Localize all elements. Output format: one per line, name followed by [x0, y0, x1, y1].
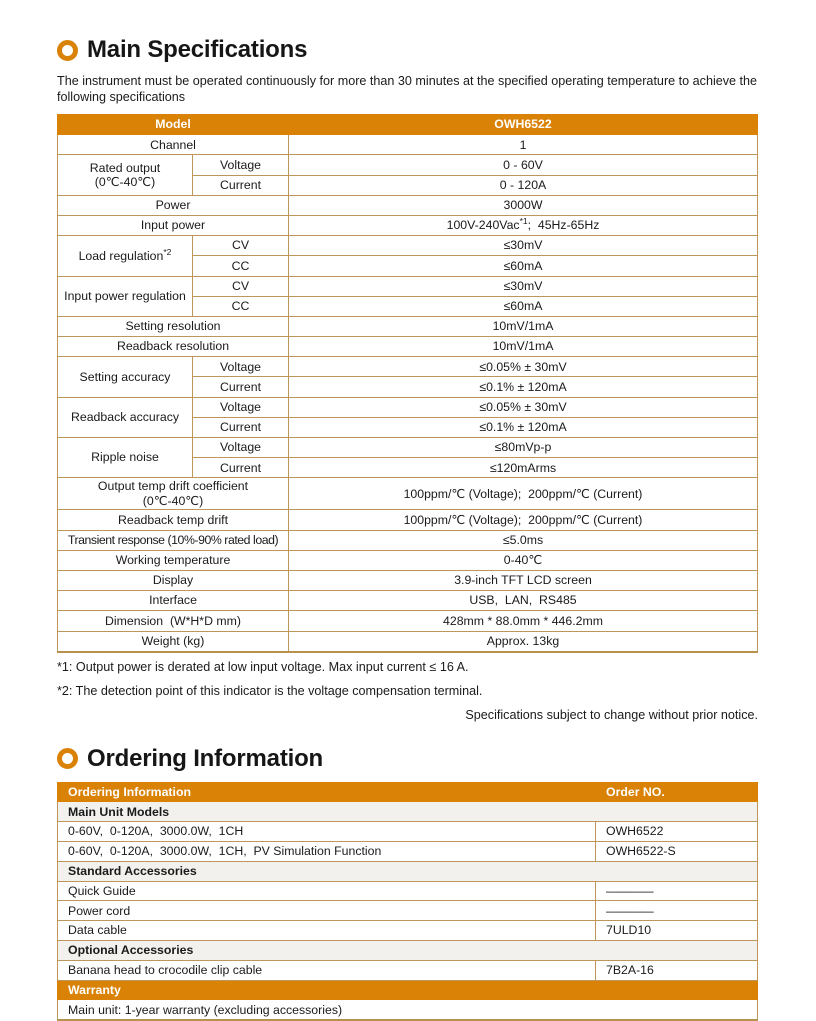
- interface-label-cell: Interface: [58, 591, 289, 611]
- load-regulation-cc-label-cell: CC: [193, 256, 289, 276]
- data-cable-orderno-cell: 7ULD10: [596, 921, 758, 941]
- quick-guide-desc-cell: Quick Guide: [58, 881, 596, 901]
- power-cord-desc-cell: Power cord: [58, 901, 596, 921]
- input-power-regulation-cc-value-cell: ≤60mA: [289, 296, 758, 316]
- spec-row-setting-accuracy-voltage: [58, 357, 758, 377]
- load-regulation-cc-value-cell: ≤60mA: [289, 256, 758, 276]
- owh6522-orderno-cell: OWH6522: [596, 822, 758, 842]
- ripple-noise-current-value-cell: ≤120mArms: [289, 458, 758, 478]
- channel-value-cell: 1: [289, 135, 758, 155]
- display-value-cell: 3.9-inch TFT LCD screen: [289, 570, 758, 590]
- spec-row-transient-response: [58, 530, 758, 550]
- spec-header-value-cell: OWH6522: [289, 115, 758, 135]
- ripple-noise-label-cell: Ripple noise: [58, 438, 193, 478]
- input-power-regulation-cv-value-cell: ≤30mV: [289, 276, 758, 296]
- no-order-number-dash: ————: [606, 903, 654, 918]
- main-unit-models-subheader-row: [58, 802, 758, 822]
- ordering-information-table: [57, 782, 758, 1021]
- transient-response-label: Transient response (10%-90% rated load): [67, 532, 279, 547]
- warranty-header-cell: Warranty: [58, 980, 758, 1000]
- spec-row-readback-temp-drift: [58, 510, 758, 530]
- output-temp-drift-label-cell: [58, 478, 289, 510]
- ripple-noise-voltage-label-cell: Voltage: [193, 438, 289, 458]
- dimension-value-cell: 428mm * 88.0mm * 446.2mm: [289, 611, 758, 631]
- display-label-cell: Display: [58, 570, 289, 590]
- input-power-regulation-label-cell: Input power regulation: [58, 276, 193, 316]
- spec-row-interface: [58, 591, 758, 611]
- readback-resolution-value-cell: 10mV/1mA: [289, 337, 758, 357]
- setting-accuracy-current-label-cell: Current: [193, 377, 289, 397]
- rated-output-current-label-cell: Current: [193, 175, 289, 195]
- ordering-row-quick-guide: [58, 881, 758, 901]
- main-specifications-title: Main Specifications: [87, 36, 308, 63]
- readback-accuracy-voltage-value-cell: ≤0.05% ± 30mV: [289, 397, 758, 417]
- warranty-text-row: [58, 1000, 758, 1020]
- input-power-regulation-cc-label-cell: CC: [193, 296, 289, 316]
- interface-value-cell: USB, LAN, RS485: [289, 591, 758, 611]
- rated-output-label-line2: (0℃-40℃): [94, 175, 156, 190]
- spec-row-setting-resolution: [58, 316, 758, 336]
- input-power-value-footnote-ref: *1: [519, 216, 528, 227]
- spec-row-channel: [58, 135, 758, 155]
- warranty-text-cell: Main unit: 1-year warranty (excluding accessories): [58, 1000, 758, 1020]
- channel-label-cell: Channel: [58, 135, 289, 155]
- setting-accuracy-voltage-value-cell: ≤0.05% ± 30mV: [289, 357, 758, 377]
- spec-row-ripple-noise-voltage: [58, 438, 758, 458]
- output-temp-drift-value-cell: 100ppm/℃ (Voltage); 200ppm/℃ (Current): [289, 478, 758, 510]
- footnote-1: *1: Output power is derated at low input voltage. Max input current ≤ 16 A.: [57, 659, 469, 674]
- spec-row-input-power-regulation-cv: [58, 276, 758, 296]
- ripple-noise-current-label-cell: Current: [193, 458, 289, 478]
- ordering-row-data-cable: [58, 921, 758, 941]
- transient-response-label-cell: [58, 530, 289, 550]
- working-temperature-value-cell: 0-40℃: [289, 550, 758, 570]
- spec-row-readback-accuracy-voltage: [58, 397, 758, 417]
- setting-resolution-value-cell: 10mV/1mA: [289, 316, 758, 336]
- input-power-label-cell: Input power: [58, 215, 289, 235]
- load-regulation-cv-value-cell: ≤30mV: [289, 236, 758, 256]
- standard-accessories-subheader-cell: Standard Accessories: [58, 861, 758, 881]
- setting-accuracy-voltage-label-cell: Voltage: [193, 357, 289, 377]
- ordering-col2-header-cell: Order NO.: [596, 782, 758, 802]
- setting-accuracy-label-cell: Setting accuracy: [58, 357, 193, 397]
- spec-row-input-power: [58, 215, 758, 235]
- spec-row-readback-resolution: [58, 337, 758, 357]
- setting-resolution-label-cell: Setting resolution: [58, 316, 289, 336]
- spec-row-load-regulation-cv: [58, 236, 758, 256]
- power-label-cell: Power: [58, 195, 289, 215]
- transient-response-value-cell: ≤5.0ms: [289, 530, 758, 550]
- spec-row-dimension: [58, 611, 758, 631]
- section-bullet-icon: [57, 748, 78, 769]
- change-notice: Specifications subject to change without prior notice.: [465, 707, 758, 722]
- rated-output-current-value-cell: 0 - 120A: [289, 175, 758, 195]
- footnote-2: *2: The detection point of this indicator is the voltage compensation terminal.: [57, 683, 483, 698]
- optional-accessories-subheader-cell: Optional Accessories: [58, 941, 758, 961]
- main-specifications-section: [57, 36, 758, 723]
- spec-row-weight: [58, 631, 758, 652]
- readback-accuracy-voltage-label-cell: Voltage: [193, 397, 289, 417]
- quick-guide-orderno-cell: [596, 881, 758, 901]
- rated-output-label-line1: Rated output: [89, 160, 161, 175]
- ripple-noise-voltage-value-cell: ≤80mVp-p: [289, 438, 758, 458]
- output-temp-drift-label-line1: Output temp drift coefficient: [97, 479, 249, 494]
- owh6522s-desc-cell: 0-60V, 0-120A, 3000.0W, 1CH, PV Simulation Function: [58, 842, 596, 862]
- power-value-cell: 3000W: [289, 195, 758, 215]
- ordering-row-banana-cable: [58, 960, 758, 980]
- spec-header-row: [58, 115, 758, 135]
- ordering-header-row: [58, 782, 758, 802]
- input-power-value-main: 100V-240Vac: [446, 218, 520, 233]
- readback-resolution-label-cell: Readback resolution: [58, 337, 289, 357]
- load-regulation-label: Load regulation: [78, 248, 164, 263]
- load-regulation-footnote-ref: *2: [163, 246, 172, 257]
- load-regulation-cv-label-cell: CV: [193, 236, 289, 256]
- rated-output-voltage-label-cell: Voltage: [193, 155, 289, 175]
- optional-accessories-subheader-row: [58, 941, 758, 961]
- weight-label-cell: Weight (kg): [58, 631, 289, 652]
- spec-row-display: [58, 570, 758, 590]
- spec-row-working-temperature: [58, 550, 758, 570]
- dimension-label-cell: Dimension (W*H*D mm): [58, 611, 289, 631]
- ordering-information-section: [57, 745, 758, 1021]
- ordering-row-power-cord: [58, 901, 758, 921]
- readback-accuracy-label-cell: Readback accuracy: [58, 397, 193, 437]
- spec-header-model-cell: Model: [58, 115, 289, 135]
- readback-accuracy-current-value-cell: ≤0.1% ± 120mA: [289, 417, 758, 437]
- rated-output-label-cell: [58, 155, 193, 195]
- standard-accessories-subheader-row: [58, 861, 758, 881]
- spec-row-rated-output-voltage: [58, 155, 758, 175]
- spec-row-output-temp-drift: [58, 478, 758, 510]
- spec-intro-text: The instrument must be operated continuously for more than 30 minutes at the specified operating temperature to achieve the following specifications: [57, 74, 758, 104]
- spec-row-power: [58, 195, 758, 215]
- banana-cable-orderno-cell: 7B2A-16: [596, 960, 758, 980]
- ordering-information-heading: [57, 745, 758, 773]
- rated-output-voltage-value-cell: 0 - 60V: [289, 155, 758, 175]
- readback-temp-drift-value-cell: 100ppm/℃ (Voltage); 200ppm/℃ (Current): [289, 510, 758, 530]
- banana-cable-desc-cell: Banana head to crocodile clip cable: [58, 960, 596, 980]
- power-cord-orderno-cell: [596, 901, 758, 921]
- owh6522-desc-cell: 0-60V, 0-120A, 3000.0W, 1CH: [58, 822, 596, 842]
- spec-footnotes: [57, 660, 758, 723]
- output-temp-drift-label-line2: (0℃-40℃): [142, 493, 204, 508]
- ordering-col1-header-cell: Ordering Information: [58, 782, 596, 802]
- owh6522s-orderno-cell: OWH6522-S: [596, 842, 758, 862]
- input-power-regulation-cv-label-cell: CV: [193, 276, 289, 296]
- section-bullet-icon: [57, 40, 78, 61]
- ordering-row-owh6522-s: [58, 842, 758, 862]
- ordering-information-title: Ordering Information: [87, 744, 324, 772]
- main-unit-models-subheader-cell: Main Unit Models: [58, 802, 758, 822]
- working-temperature-label-cell: Working temperature: [58, 550, 289, 570]
- input-power-value-cell: [289, 215, 758, 235]
- setting-accuracy-current-value-cell: ≤0.1% ± 120mA: [289, 377, 758, 397]
- warranty-header-row: [58, 980, 758, 1000]
- weight-value-cell: Approx. 13kg: [289, 631, 758, 652]
- main-specifications-heading: [57, 36, 758, 64]
- readback-temp-drift-label-cell: Readback temp drift: [58, 510, 289, 530]
- readback-accuracy-current-label-cell: Current: [193, 417, 289, 437]
- data-cable-desc-cell: Data cable: [58, 921, 596, 941]
- load-regulation-label-cell: [58, 236, 193, 276]
- input-power-value-rest: ; 45Hz-65Hz: [527, 218, 600, 233]
- main-specifications-table: [57, 114, 758, 653]
- ordering-row-owh6522: [58, 822, 758, 842]
- no-order-number-dash: ————: [606, 883, 654, 898]
